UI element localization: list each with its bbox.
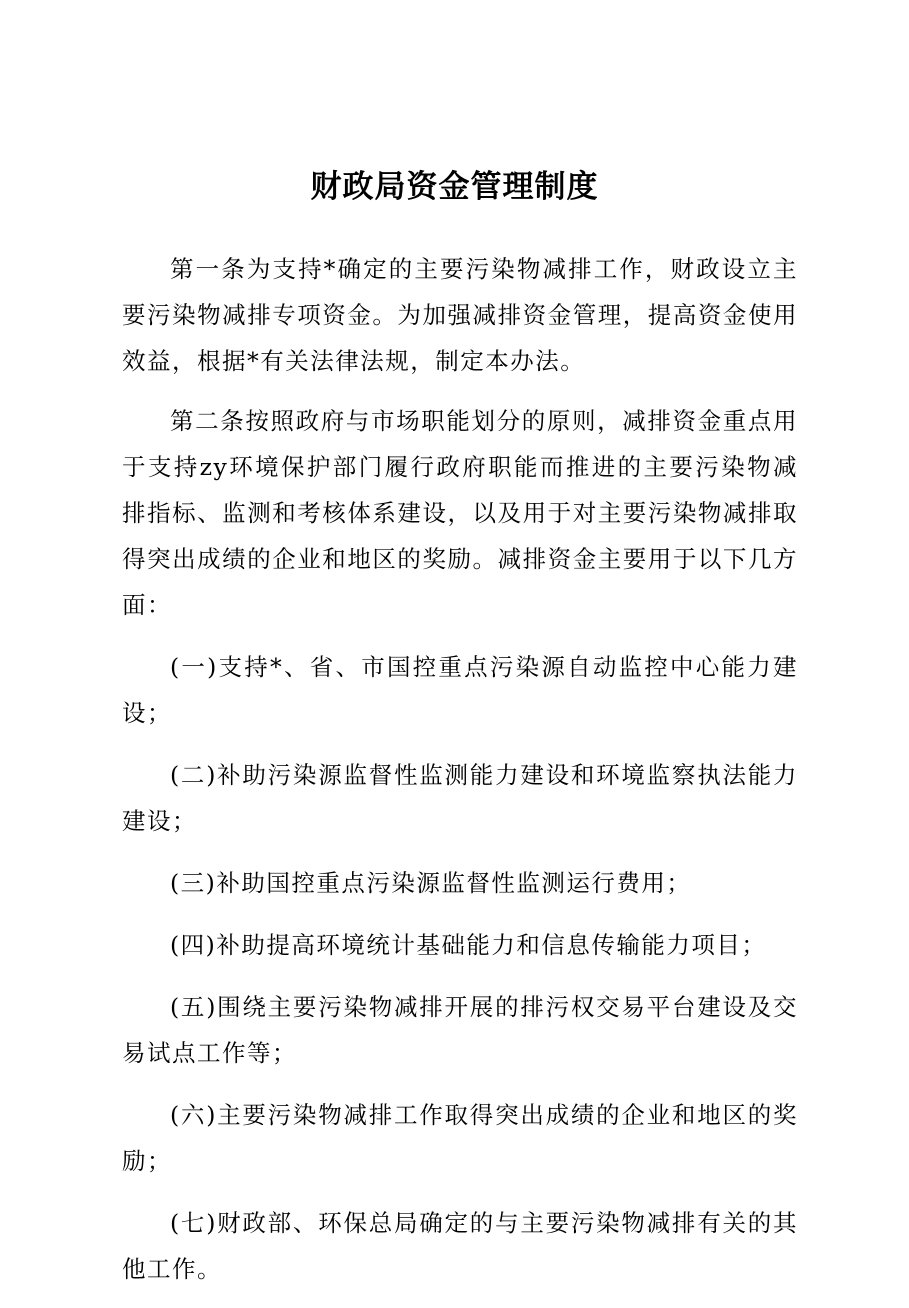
list-item-3: (三)补助国控重点污染源监督性监测运行费用； [170,869,692,897]
article-1-paragraph: 第一条为支持*确定的主要污染物减排工作，财政设立主要污染物减排专项资金。为加强减排资金管理，提高资金使用效益，根据*有关法律法规，制定本办法。 [122,255,798,375]
list-item-5: (五)围绕主要污染物减排开展的排污权交易平台建设及交易试点工作等； [122,993,798,1067]
list-item-4: (四)补助提高环境统计基础能力和信息传输能力项目； [170,931,767,959]
list-item-2: (二)补助污染源监督性监测能力建设和环境监察执法能力建设； [122,761,798,835]
list-item-1: (一)支持*、省、市国控重点污染源自动监控中心能力建设； [122,653,798,727]
article-2-paragraph: 第二条按照政府与市场职能划分的原则，减排资金重点用于支持zy环境保护部门履行政府职能而推进的主要污染物减排指标、监测和考核体系建设，以及用于对主要污染物减排取得突出成绩的企业和地区的奖励。减排资金主要用于以下几方面： [122,407,798,619]
document-body [122,246,798,1308]
document-title: 财政局资金管理制度 [310,169,599,205]
list-item-7: (七)财政部、环保总局确定的与主要污染物减排有关的其他工作。 [122,1209,798,1283]
list-item-6: (六)主要污染物减排工作取得突出成绩的企业和地区的奖励； [122,1101,798,1175]
